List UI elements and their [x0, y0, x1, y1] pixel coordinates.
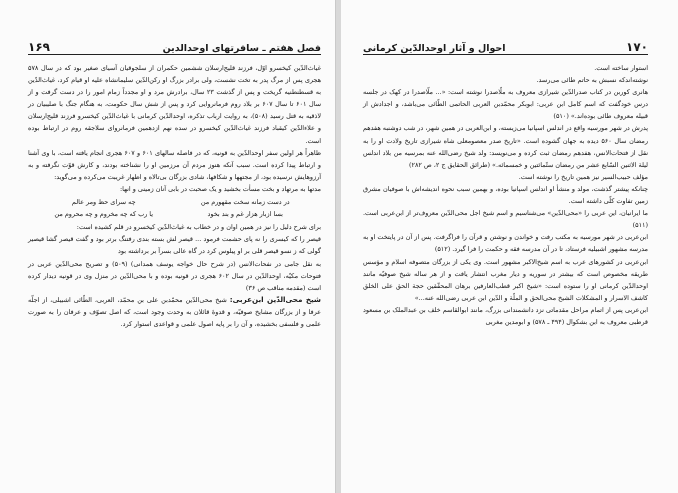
section-text: شیخ محی‌الدّین محمّدبن علی بن محمّد، العربی، الطّائی اشبیلی، از اجلّه عرفا و از بزرگان مشایخ صوفیّه، و قدوهٔ قائلان به وحدت وجود است، که اصل تصوّف و عرفان را به صورت علمی و فلسفی بخشیده، و آن را بر پایه اصول علمی و قواعدی استوار کرد. — [28, 295, 321, 328]
right-paragraph-9: ابن‌عربی در کشورهای عرب به اسم شیخ‌الاکبر مشهور است. وی یکی از بزرگان متصوفه اسلام و مؤسس طریقه مخصوص است که بیشتر در سوریه و دیار مغرب انتشار یافت و از هر ساله شیخ صوفیّه مانند اوحدالدّین کرمانی او را ستوده است: «شیخ اکبر قطب‌العارفین برهان المحقّقین حجة الحق علی الخلق کاشف الاسرار و المشکلات الشیخ محی‌الحق و الملّة و الدّین ابن عربی رضی‌الله عنه...» — [363, 257, 648, 302]
left-page-body — [28, 62, 321, 483]
left-page-header — [28, 38, 321, 55]
left-page-header-title: فصل هفتم ـ سافرتهای اوحدالدین — [162, 43, 321, 54]
left-poem-intro: مدتها به مرتهاد و بخت مسأت بخشید و یک صحبت در بابی آنان زمینی و انها: — [120, 184, 321, 193]
left-section — [28, 294, 321, 330]
right-paragraph-4: پدرش در شهر مورسیه واقع در اندلس اسپانیا می‌زیسته، و ابن‌العربی در همین شهر، در شب دوشنبه هفدهم رمضان سال ۵۶۰ دیده به جهان گشوده است. «تاریخ صدر معصومعلی شاه شیرازی تاریخ ولادت او را به نقل از فتحات‌الانس، هفدهم رمضان ثبت کرده و می‌نویسد: ولد شیخ رضی‌الله عنه بمرسیه من بلاد اندلس لیلة الاثنین السّابع عشر من رمضان ستّمائتین و خمسمائه.» (طرائق الحقایق ج ۲، ص ۲۸۲) — [363, 124, 648, 169]
poem-hemistich: بسا ازبار هزار غم و بند بخود — [207, 210, 283, 219]
right-paragraph-3: هانری کوربن در کتاب صدرالدّین شیرازی معروف به ملّاصدرا نوشته است: «... ملّاصدرا در کهک در جلسه درس خودگفت که اسم کامل ابن عربی: ابوبکر محمّدبن العربی الحاتمی الطّائی می‌باشد، و اجدادش از قبیله معروف طائی بوده‌اند.» (۵۱۰) — [363, 88, 648, 121]
right-page-header — [363, 38, 648, 55]
left-poem — [28, 196, 321, 220]
left-page — [0, 0, 336, 493]
poem-hemistich: در دست زمانه سخت مقهورم من — [200, 198, 290, 207]
section-heading: شیخ محی‌الدّین ابن‌عربی: — [229, 294, 322, 304]
right-paragraph-2: نوشته‌اندکه نسبش به حاتم طائی می‌رسد. — [536, 76, 648, 85]
left-poem-after: برای شرح دلیل را نیز در همین اوان و در خطاب به غیاث‌الدّین کیخسرو در قلم کشیده است: — [76, 223, 321, 232]
poem-hemistich: چه سرای حظ ومر عالم — [71, 198, 136, 207]
left-paragraph-1: غیاث‌الدّین کیخسرو اوّل، فرزند قلیج‌ارسلان ششمین حکمران از سلجوقیان آسیای صغیر بود که در سال ۵۷۸ هجری پس از مرگ پدر به تخت نشست، ولی برادر بزرگ او رکن‌الدّین سلیمانشاه علیه او قیام کرد، غیاث‌الدّین به قسطنطنیه گریخت و پس از گذشت ۲۳ سال، برادرش مرد و او مجدداً زمام امور را در دست گرفت و از سال ۶۰۱ تا سال ۶۰۷ بر بلاد روم فرمانروایی کرد و پس از شش سال حکومت، به هنگام جنگ با صلیبیان در لاذقیه به قتل رسید (۵۰۸)، به روایت ارباب تذکره، اوحدالدّین کرمانی با غیاث‌الدّین کیخسرو فرزند قلیج‌ارسلان و علاءالدّین کیقباد فرزند غیاث‌الدّین کیخسرو در سده نهم ازدهمین فرمانروای سلاجقه روم در ارتباط بوده است. — [28, 64, 322, 145]
left-page-number: ۱۶۹ — [28, 40, 50, 54]
right-paragraph-8: ابن‌عربی در شهر مورسیه به مکتب رفت و خواندن و نوشتن و قرآن را فراگرفت. پس از آن در پایتخت او به مدرسه مشهور اشبیلیه فرستاد، تا در آن مدرسه فقه و حکمت را فرا گیرد. (۵۱۲) — [363, 233, 648, 254]
right-page — [341, 0, 678, 493]
right-paragraph-5: مؤلف حبیب‌السیر نیز همین تاریخ را نوشته است. — [518, 172, 648, 181]
right-page-header-title: احوال و آثار اوحدالدّین کرمانی — [363, 43, 506, 54]
right-paragraph-10: ابن‌عربی پس از اتمام مراحل مقدماتی نزد دانشمندانی بزرگ، مانند ابوالقاسم خلف بن عبدالملک بن مسعود قرطبی معروف به ابن بشکوال (۴۹۴ ـ ۵۷۸) و ابومدین مغربی — [363, 305, 648, 326]
poem-hemistich: یا رب که چه مخروم و چه محروم من — [54, 210, 154, 219]
left-paragraph-2: ظاهراً هر اولین سفر اوحدالدّین به قونیه، که در فاصله سالهای ۶۰۱ و ۶۰۷ هجری انجام یافته است، با وی آشنا و ارتباط پیدا کرده است. سبب آنکه هنوز مردم آن مرزمین او را نشناخته بودند، و کارش قوّت نگرفته و به آرزوهایش نرسیده بود، از مجتهها و شکافها، شادی بزرگان بی‌تالاه و اظهار غریبت می‌کرده و می‌گوید: — [28, 148, 321, 181]
right-page-number: ۱۷۰ — [626, 40, 648, 54]
left-paragraph-4: به نقل جامی در نفحات‌الانس (در شرح حال خواجه یوسف همدانی) (۵۰۹) و تصریح محی‌الدّین عربی در فتوحات مکیّه، اوحدالدّین در سال ۶۰۲ هجری در قونیه بوده و با محی‌الدّین در منزل وی در قونیه دیدار کرده است (مقدمه مناقب ص ۳۶) — [28, 259, 321, 292]
right-page-body — [363, 62, 648, 483]
right-paragraph-7: ما ایرانیان، این عربی را «محی‌الدّین» می‌شناسیم و اسم شیخ اجل محی‌الدّین معروف‌تر از ابن‌عربی است. (۵۱۱) — [363, 209, 648, 230]
right-paragraph-6: چنانکه پیشتر گذشت، مولد و منشأ او اندلس اسپانیا بوده، و بهمین سبب نحوه اندیشه‌اش با صوفیان مشرق زمین تفاوت کلّی داشته است. — [363, 184, 648, 206]
right-paragraph-1: استوار ساخته است. — [594, 64, 648, 72]
left-paragraph-3: قیصر را که کیسری را نه پای حشمت فرمود ... قیصر لش بسته بندی رفتنگ برتر بود و گفت قیصر گشا قیصیر گولی که ز نسو قیصر قلی بر او پیلوس کرد در گاه عالی بسرآ بر برداشته بود — [28, 235, 321, 256]
